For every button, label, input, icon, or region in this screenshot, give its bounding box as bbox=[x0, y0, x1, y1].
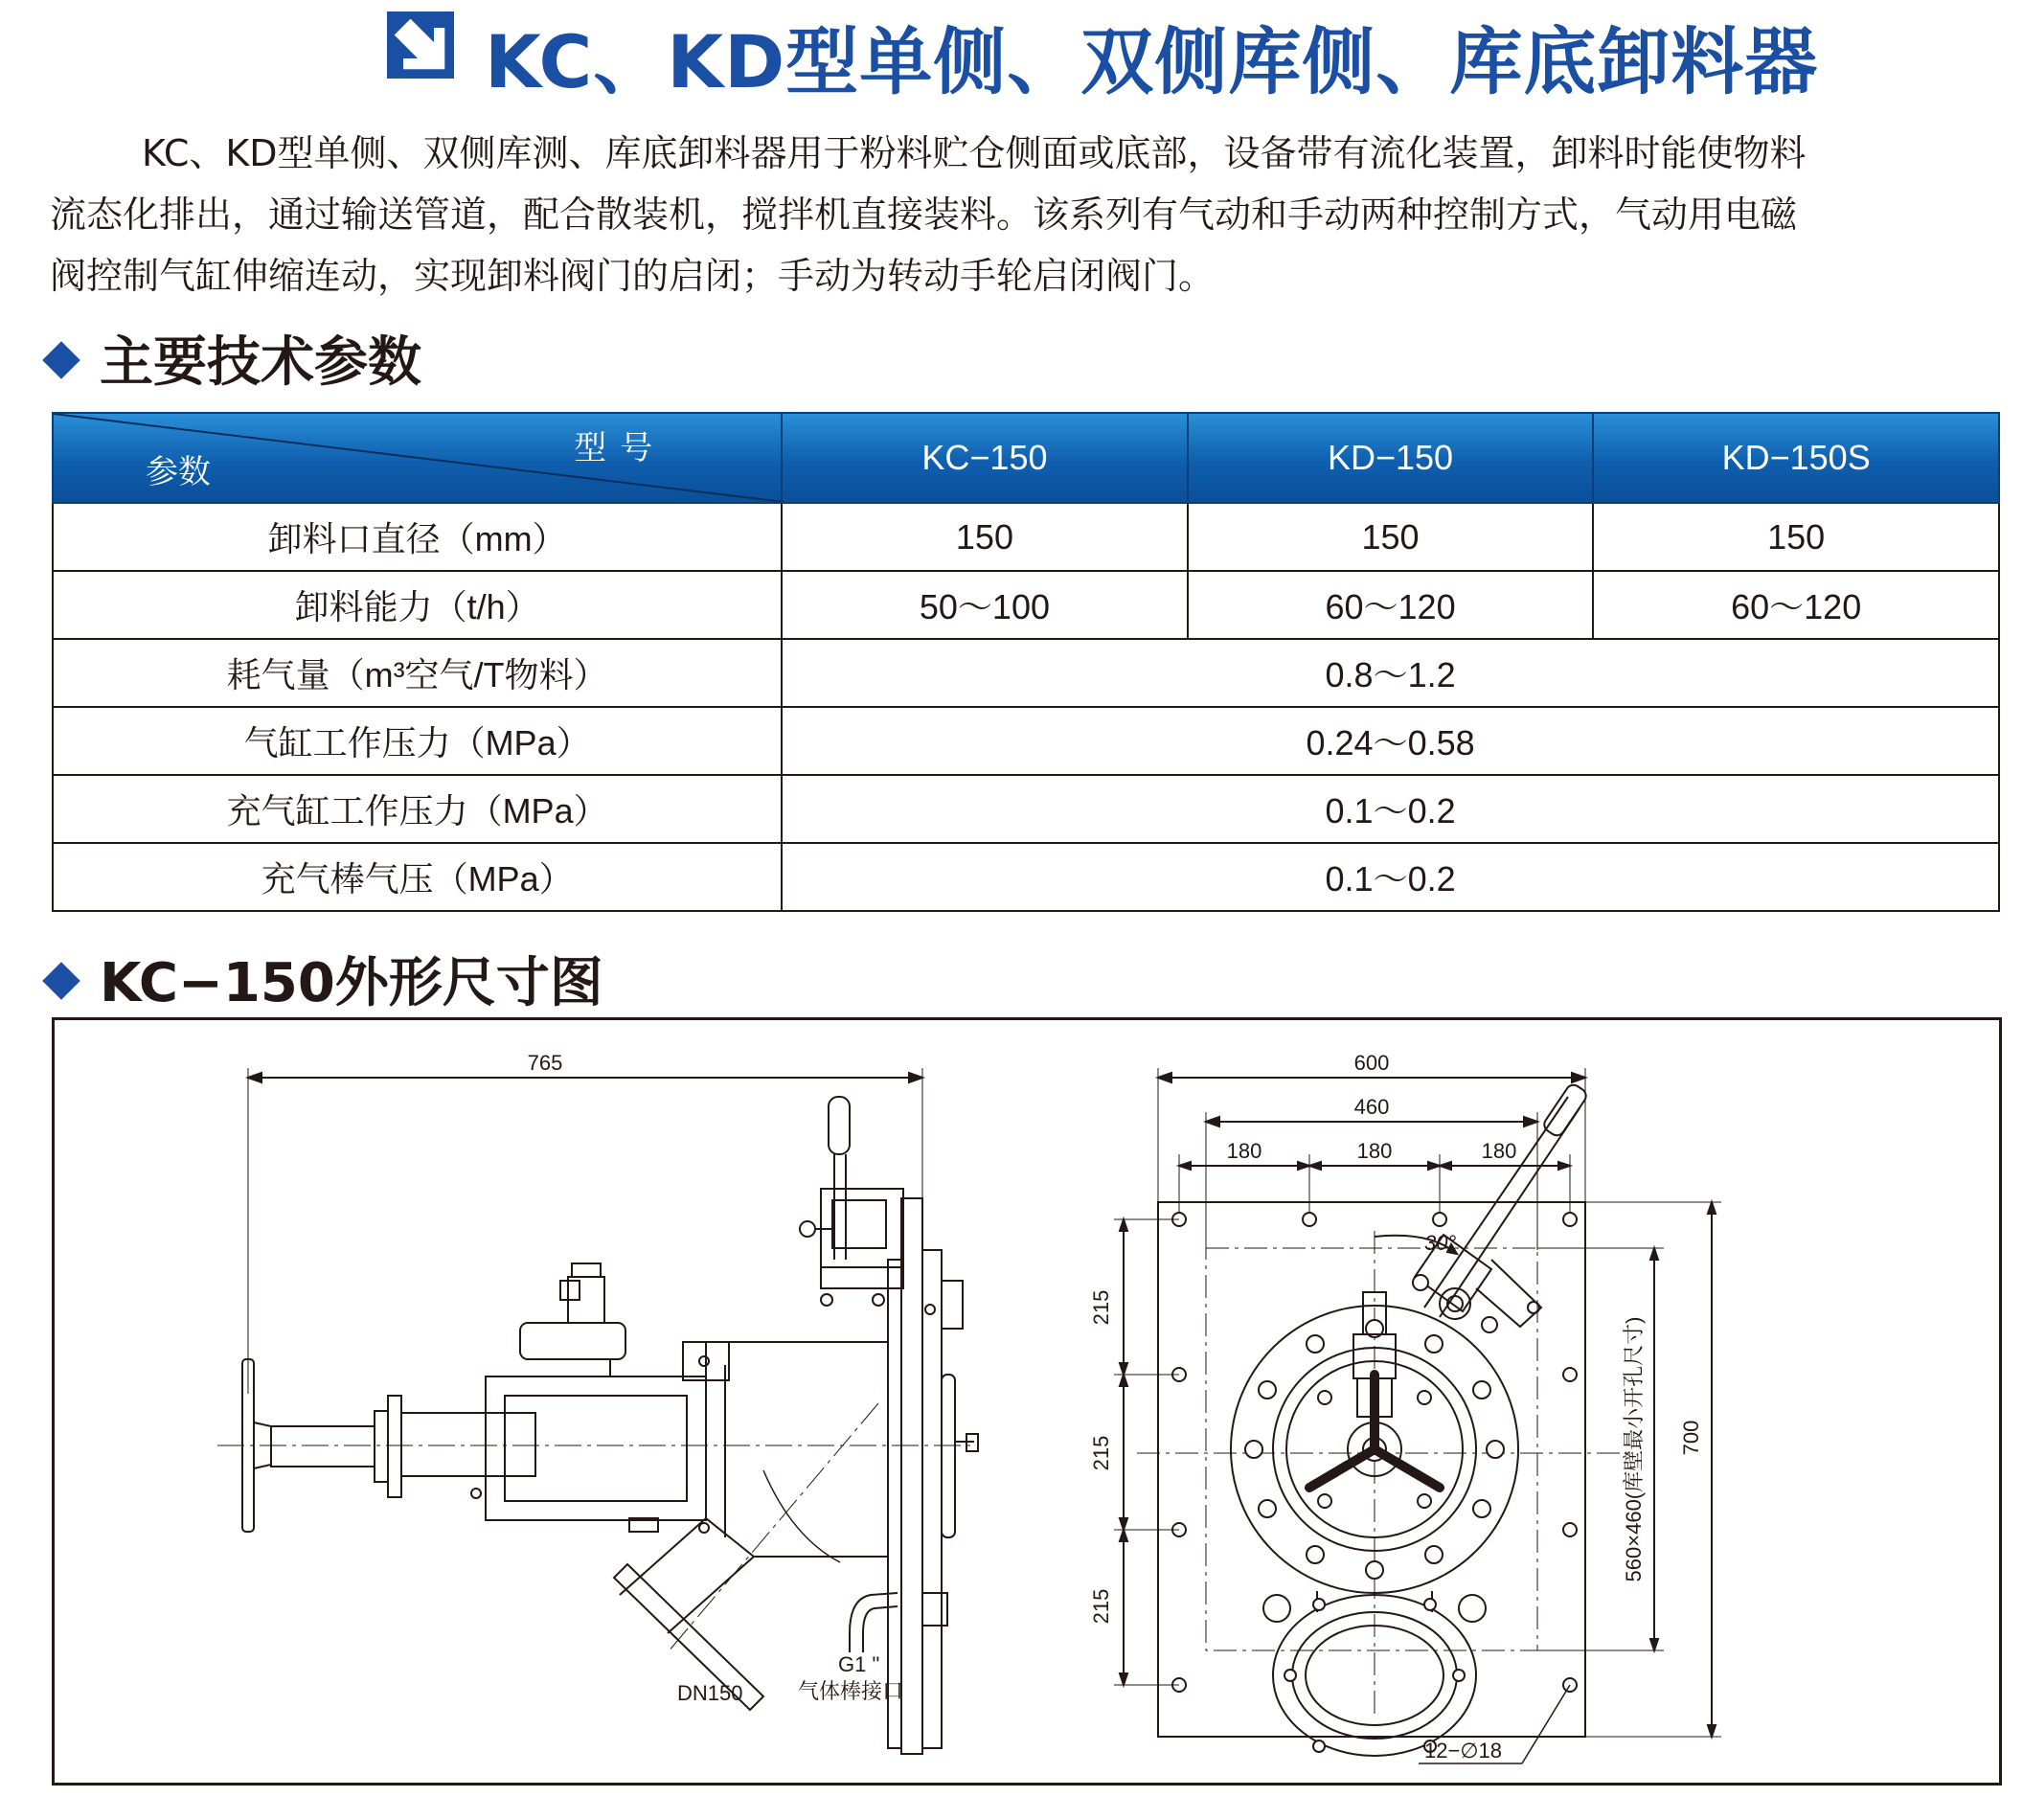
title-row bbox=[0, 0, 2023, 104]
dim-700-label: 700 bbox=[1679, 1420, 1703, 1456]
drawing-section-heading bbox=[48, 941, 603, 1017]
intro-line: 阀控制气缸伸缩连动，实现卸料阀门的启闭；手动为转动手轮启闭阀门。 bbox=[50, 255, 1216, 297]
dim-180-label: 180 bbox=[1226, 1139, 1262, 1163]
table-cell-merged: 0.1～0.2 bbox=[782, 775, 1999, 843]
dim-215-label: 215 bbox=[1089, 1588, 1113, 1625]
row-label: 耗气量（m³空气/T物料） bbox=[53, 639, 782, 707]
drawing-section-title: KC−150外形尺寸图 bbox=[100, 952, 603, 1014]
dim-180-label: 180 bbox=[1356, 1139, 1393, 1163]
outlet-dn150-label: DN150 bbox=[677, 1681, 743, 1705]
table-row bbox=[53, 707, 1999, 775]
spec-table bbox=[52, 412, 2000, 912]
dim-460-label: 460 bbox=[1353, 1095, 1390, 1119]
port-name-label: 气体棒接口 bbox=[798, 1679, 904, 1703]
spec-section-heading bbox=[48, 320, 421, 397]
dimension-drawing-frame bbox=[52, 1017, 2002, 1786]
table-row bbox=[53, 775, 1999, 843]
table-cell: 150 bbox=[782, 503, 1188, 571]
table-row bbox=[53, 639, 1999, 707]
row-label: 充气缸工作压力（MPa） bbox=[53, 775, 782, 843]
row-label: 卸料能力（t/h） bbox=[53, 571, 782, 639]
diamond-bullet-icon bbox=[42, 962, 80, 1000]
table-row bbox=[53, 843, 1999, 911]
angle-30-label: 30° bbox=[1424, 1231, 1457, 1255]
table-cell: 150 bbox=[1188, 503, 1594, 571]
intro-paragraph bbox=[50, 123, 2023, 307]
holes-label: 12−∅18 bbox=[1424, 1739, 1502, 1763]
table-cell: 60～120 bbox=[1188, 571, 1594, 639]
table-cell-merged: 0.1～0.2 bbox=[782, 843, 1999, 911]
dim-600-label: 600 bbox=[1353, 1051, 1390, 1075]
corner-model-label: 型号 bbox=[574, 430, 667, 466]
front-view bbox=[1089, 1051, 1721, 1763]
diamond-bullet-icon bbox=[42, 341, 80, 379]
row-label: 气缸工作压力（MPa） bbox=[53, 707, 782, 775]
corner-param-label: 参数 bbox=[146, 454, 211, 490]
model-header: KC−150 bbox=[782, 413, 1188, 503]
model-header: KD−150 bbox=[1188, 413, 1594, 503]
side-view bbox=[217, 1051, 978, 1754]
model-header: KD−150S bbox=[1593, 413, 1999, 503]
dim-765-label: 765 bbox=[527, 1051, 563, 1075]
intro-line: KC、KD型单侧、双侧库测、库底卸料器用于粉料贮仓侧面或底部，设备带有流化装置，卸料时能使物料 bbox=[142, 132, 1807, 174]
table-row bbox=[53, 503, 1999, 571]
dim-215-label: 215 bbox=[1089, 1435, 1113, 1471]
dimension-drawing bbox=[55, 1020, 1999, 1783]
table-cell: 50～100 bbox=[782, 571, 1188, 639]
row-label: 充气棒气压（MPa） bbox=[53, 843, 782, 911]
port-size-label: G1 " bbox=[838, 1652, 880, 1676]
spec-table-header bbox=[53, 413, 1999, 503]
corner-cell bbox=[53, 413, 782, 503]
dim-180-label: 180 bbox=[1481, 1139, 1517, 1163]
arrow-down-right-icon bbox=[387, 11, 454, 79]
intro-line: 流态化排出，通过输送管道，配合散装机，搅拌机直接装料。该系列有气动和手动两种控制方式，气动用电磁 bbox=[50, 193, 1798, 236]
opening-dim-label: 560×460(库壁最小开孔尺寸) bbox=[1622, 1316, 1646, 1582]
spec-section-title: 主要技术参数 bbox=[100, 331, 421, 394]
dim-215-label: 215 bbox=[1089, 1289, 1113, 1326]
table-cell-merged: 0.8～1.2 bbox=[782, 639, 1999, 707]
table-cell-merged: 0.24～0.58 bbox=[782, 707, 1999, 775]
table-cell: 150 bbox=[1593, 503, 1999, 571]
table-row bbox=[53, 571, 1999, 639]
page-title: KC、KD型单侧、双侧库侧、库底卸料器 bbox=[485, 19, 1819, 104]
row-label: 卸料口直径（mm） bbox=[53, 503, 782, 571]
table-cell: 60～120 bbox=[1593, 571, 1999, 639]
